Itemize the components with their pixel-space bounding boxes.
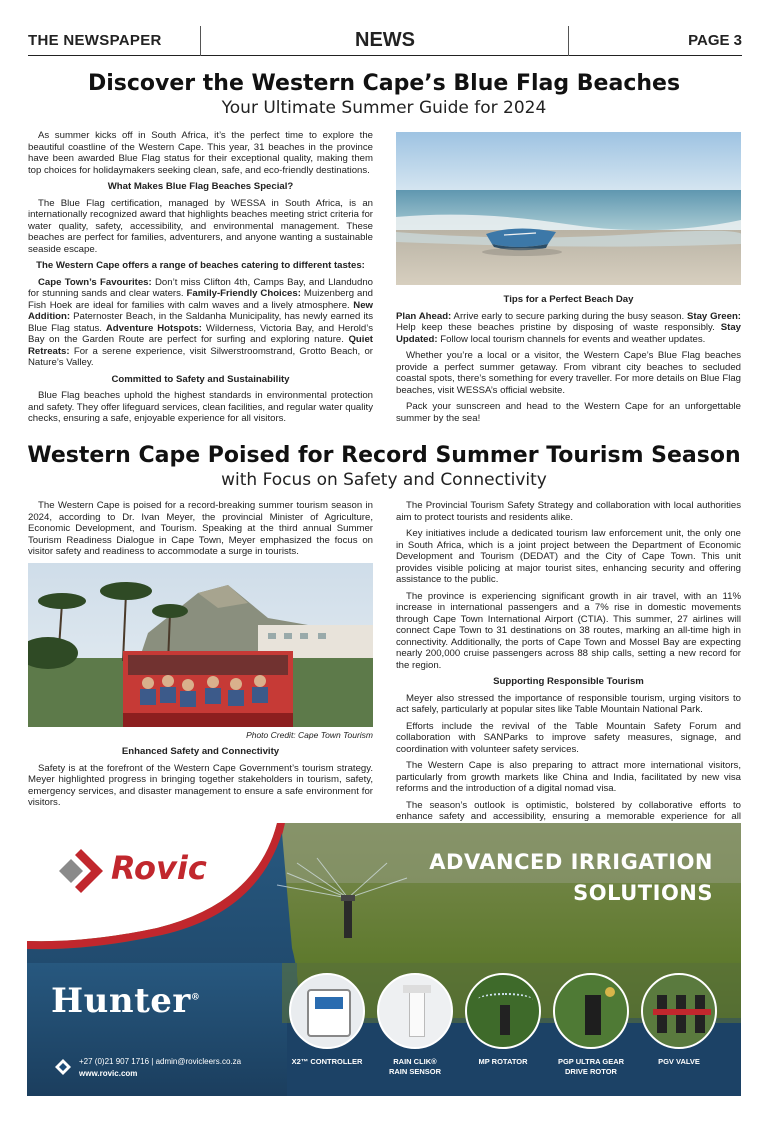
paragraph: Efforts include the revival of the Table Mountain Safety Forum and collaboration with SANParks to improve safety measures, signage, and coordination with volunteer safety services. (396, 720, 741, 755)
paragraph: The province is experiencing significant growth in air travel, with an 11% increase in international passengers and a 7% rise in domestic movements through Cape Town International Airport (CTIA). This summer, 27 airlines will connect Cape Town to 31 destinations on 38 routes, marking an all-time high in connectivity. Additionally, the ports of Cape Town and Mossel Bay are expecting nearly 200,000 cruise passengers across 88 ship calls, setting a new record for the region. (396, 590, 741, 671)
article1-title: Discover the Western Cape’s Blue Flag Beaches (87, 71, 681, 96)
mp-rotator-image[interactable] (465, 973, 541, 1049)
paragraph: The Western Cape is also preparing to attract more international visitors, particularly from growth markets like China and India, facilitated by new visa reforms and the introduction of a digital nomad visa. (396, 760, 741, 794)
article2-left-column (28, 500, 373, 814)
article1-right-column (396, 132, 741, 429)
paragraph: Key initiatives include a dedicated tourism law enforcement unit, the only one in South Africa, which is a joint project between the Department of Economic Development and Tourism (DEDAT) and the City of Cape Town. This unit provides visible policing at major tourist sites, enhancing security and offering assistance to the public. (396, 528, 741, 585)
text: Muizenberg and Fish Hoek are ideal for families with calm waves and a lively atmosphere. (28, 288, 373, 311)
rovic-small-icon (55, 1059, 71, 1075)
paragraph: The season’s outlook is optimistic, bolstered by collaborative efforts to enhance safety and accessibility, ensuring a memorable experience for all (396, 799, 741, 822)
paragraph: Meyer also stressed the importance of responsible tourism, urging visitors to act safely, particularly at popular sites like Table Mountain National Park. (396, 692, 741, 715)
article2-subtitle: with Focus on Safety and Connectivity (221, 470, 547, 490)
product-label-pgv: PGV VALVE (658, 1057, 700, 1066)
registered-mark: ® (190, 992, 201, 1003)
text: Paternoster Beach, in the Saldanha Municipality, has newly earned its Blue Flag status. (28, 311, 373, 334)
product-row (289, 973, 729, 1053)
rovic-brand: Rovic (111, 849, 207, 887)
paragraph: As summer kicks off in South Africa, it’s the perfect time to explore the beautiful coastline of the Western Cape. This year, 31 beaches in the province have been awarded Blue Flag status for their exceptional quality, making them top choices for holidaymakers seeking clean, safe, and eco-friendly destinations. (28, 130, 373, 176)
paragraph: The Blue Flag certification, managed by WESSA in South Africa, is an internationally recognized award that highlights beaches meeting strict criteria for water quality, safety, accessibility, and environmental management. These beaches are perfect for families, adventurers, and anyone wanting a sustainable seaside escape. (28, 197, 373, 255)
product-label-rainclik: RAIN CLIK® RAIN SENSOR (388, 1057, 442, 1076)
contact-block (79, 1056, 241, 1080)
subheading: The Western Cape offers a range of beaches catering to different tastes: (36, 260, 365, 271)
pgv-valve-image[interactable] (641, 973, 717, 1049)
ad-headline (429, 847, 713, 909)
newspaper-name: THE NEWSPAPER (28, 32, 162, 49)
product-label-mp: MP ROTATOR (478, 1057, 528, 1066)
rain-clik-image[interactable] (377, 973, 453, 1049)
article1-left-column (28, 130, 373, 430)
beach-boat-illustration (396, 132, 741, 285)
label: Adventure Hotspots: (105, 322, 202, 334)
beach-categories-paragraph (28, 277, 373, 369)
beach-boat-photo (396, 132, 741, 285)
text: Help keep these beaches pristine by disposing of waste responsibly. (396, 322, 721, 333)
masthead (28, 26, 742, 56)
text: Don’t miss Clifton 4th, Camps Bay, and Llandudno for stunning sands and clear waters. (28, 276, 373, 299)
rovic-hunter-advertisement[interactable] (27, 823, 741, 1096)
subheading: Supporting Responsible Tourism (493, 676, 644, 687)
product-label-x2: X2™ CONTROLLER (291, 1057, 363, 1066)
article2-right-column (396, 500, 741, 839)
label: Plan Ahead: (396, 310, 452, 322)
label: Stay Updated: (396, 322, 741, 345)
hunter-brand: Hunter (51, 981, 191, 1021)
paragraph: Safety is at the forefront of the Western Cape Government’s tourism strategy. Meyer highlighted progress in bringing together stakeholders in tourism, safety, emergency services, and disaster management to ensure a safe environment for visitors. (28, 762, 373, 808)
label: Cape Town’s Favourites: (38, 276, 152, 288)
subheading: Enhanced Safety and Connectivity (121, 746, 280, 757)
article2-title: Western Cape Poised for Record Summer Tourism Season (27, 443, 741, 468)
label: Family-Friendly Choices: (186, 288, 301, 299)
divider (568, 26, 569, 56)
subheading: Committed to Safety and Sustainability (111, 373, 290, 385)
paragraph: The Western Cape is poised for a record-breaking summer tourism season in 2024, according to Dr. Ivan Meyer, the provincial Minister of Agriculture, Economic Development, and Tourism. Speaking at the third annual Summer Tourism Readiness Dialogue in Cape Town, Meyer emphasized the focus on visitor safety and readiness to accommodate a surge in tourists. (28, 500, 373, 557)
pgp-ultra-image[interactable] (553, 973, 629, 1049)
subheading: Tips for a Perfect Beach Day (503, 294, 634, 305)
label: Quiet Retreats: (28, 334, 373, 357)
subheading: What Makes Blue Flag Beaches Special? (107, 181, 294, 192)
hunter-logo (51, 981, 200, 1021)
ad-headline-line2: SOLUTIONS (573, 881, 713, 905)
paragraph: Blue Flag beaches uphold the highest standards in environmental protection and safety. They offer lifeguard services, clean facilities, and regular water quality checks, ensuring a safe, enjoyable experience for all visitors. (28, 390, 373, 424)
rovic-logo-icon (57, 847, 105, 895)
tour-bus-illustration (28, 563, 373, 727)
photo-credit: Photo Credit: Cape Town Tourism (246, 729, 373, 740)
tips-paragraph (396, 311, 741, 346)
product-labels (289, 1057, 729, 1087)
x2-controller-image[interactable] (289, 973, 365, 1049)
text: For a serene experience, visit Silwerstroomstrand, Grotto Beach, or Nature’s Valley. (28, 345, 373, 368)
ad-headline-line1: ADVANCED IRRIGATION (429, 850, 713, 874)
article1-subtitle: Your Ultimate Summer Guide for 2024 (221, 98, 547, 118)
paragraph: Whether you’re a local or a visitor, the Western Cape’s Blue Flag beaches provide a perfect summer getaway. From vibrant city beaches to secluded coastal spots, there’s something for every traveller. For more details on Blue Flag beaches, visit WESSA’s official website. (396, 350, 741, 396)
text: Follow local tourism channels for events and weather updates. (437, 333, 706, 345)
tour-bus-photo (28, 563, 373, 727)
paragraph: Pack your sunscreen and head to the Western Cape for an unforgettable summer by the sea! (396, 401, 741, 424)
product-label-pgp: PGP ULTRA GEAR DRIVE ROTOR (557, 1057, 625, 1076)
label: Stay Green: (686, 310, 741, 322)
paragraph: The Provincial Tourism Safety Strategy and collaboration with local authorities aim to protect tourists and residents alike. (396, 500, 741, 523)
contact-details: +27 (0)21 907 1716 | admin@rovicleers.co.za (79, 1057, 242, 1066)
rovic-website-link[interactable]: www.rovic.com (79, 1069, 138, 1078)
label: New Addition: (28, 299, 373, 322)
page-number: PAGE 3 (688, 32, 742, 49)
section-title: NEWS (355, 29, 415, 51)
text: Arrive early to secure parking during the busy season. (451, 310, 687, 322)
text: Wilderness, Victoria Bay, and Herold’s Bay on the Garden Route are perfect for surfing and exploring nature. (28, 322, 374, 345)
